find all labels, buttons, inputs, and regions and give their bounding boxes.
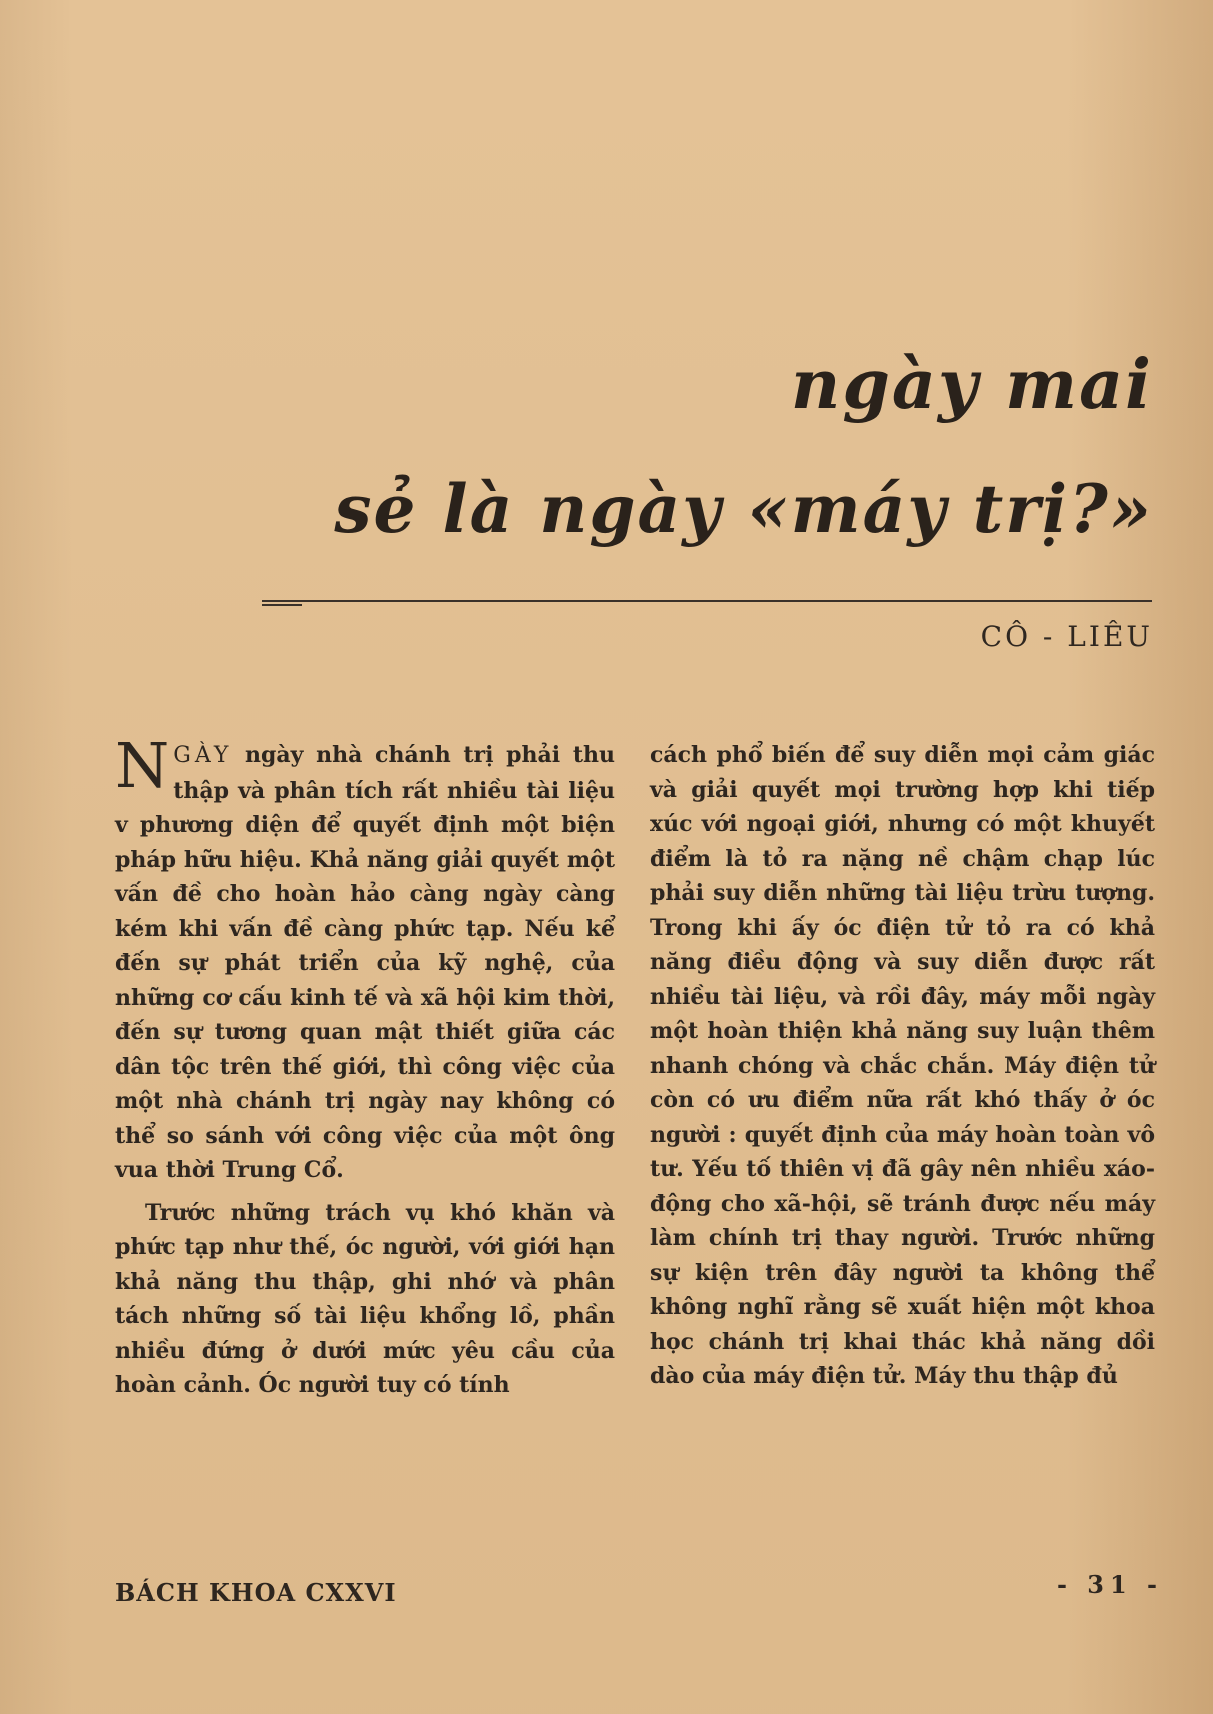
publication-name: BÁCH KHOA CXXVI [115, 1578, 397, 1607]
title-rule-short [262, 604, 302, 606]
left-paragraph-2: Trước những trách vụ khó khăn và phức tạp như thế, óc người, với giới hạn khả năng thu thập, ghi nhớ và phân tách những số tài liệu khổng lồ, phần nhiều đứng ở dưới mức yêu cầu của hoàn cảnh. Óc người tuy có tính [115, 1199, 615, 1398]
dropcap: N [115, 729, 170, 802]
left-paragraph-1-text: ngày nhà chánh trị phải thu thập và phân tích rất nhiều tài liệu v phương diện để quyết định một biện pháp hữu hiệu. Khả năng giải quyết một vấn đề cho hoàn hảo càng ngày càng kém khi vấn đề càng phức tạp. Nếu kể đến sự phát triển của kỹ nghệ, của những cơ cấu kinh tế và xã hội kim thời, đến sự tương quan mật thiết giữa các dân tộc trên thế giới, thì công việc của một nhà chánh trị ngày nay không có thể so sánh với công việc của một ông vua thời Trung Cổ. [115, 742, 615, 1183]
page-number: - 31 - [1056, 1570, 1163, 1599]
title-rule [262, 600, 1152, 602]
article-title-line-2: sẻ là ngày «máy trị?» [334, 470, 1153, 548]
right-column [650, 738, 1155, 1394]
right-paragraph-1: cách phổ biến để suy diễn mọi cảm giác và giải quyết mọi trường hợp khi tiếp xúc với ngoại giới, nhưng có một khuyết điểm là tỏ ra nặng nề chậm chạp lúc phải suy diễn những tài liệu trừu tượng. Trong khi ấy óc điện tử tỏ ra có khả năng điều động và suy diễn được rất nhiều tài liệu, và rồi đây, máy mỗi ngày một hoàn thiện khả năng suy luận thêm nhanh chóng và chắc chắn. Máy điện tử còn có ưu điểm nữa rất khó thấy ở óc người : quyết định của máy hoàn toàn vô tư. Yếu tố thiên vị đã gây nên nhiều xáo-động cho xã-hội, sẽ tránh được nếu máy làm chính trị thay người. Trước những sự kiện trên đây người ta không thể không nghĩ rằng sẽ xuất hiện một khoa học chánh trị khai thác khả năng dồi dào của máy điện tử. Máy thu thập đủ [650, 742, 1155, 1389]
left-column [115, 729, 615, 1403]
opening-caps: GÀY [173, 743, 233, 768]
left-paragraph-1 [115, 729, 615, 1188]
article-title-line-1: ngày mai [790, 345, 1153, 425]
author-name: CÔ - LIÊU [980, 620, 1153, 653]
